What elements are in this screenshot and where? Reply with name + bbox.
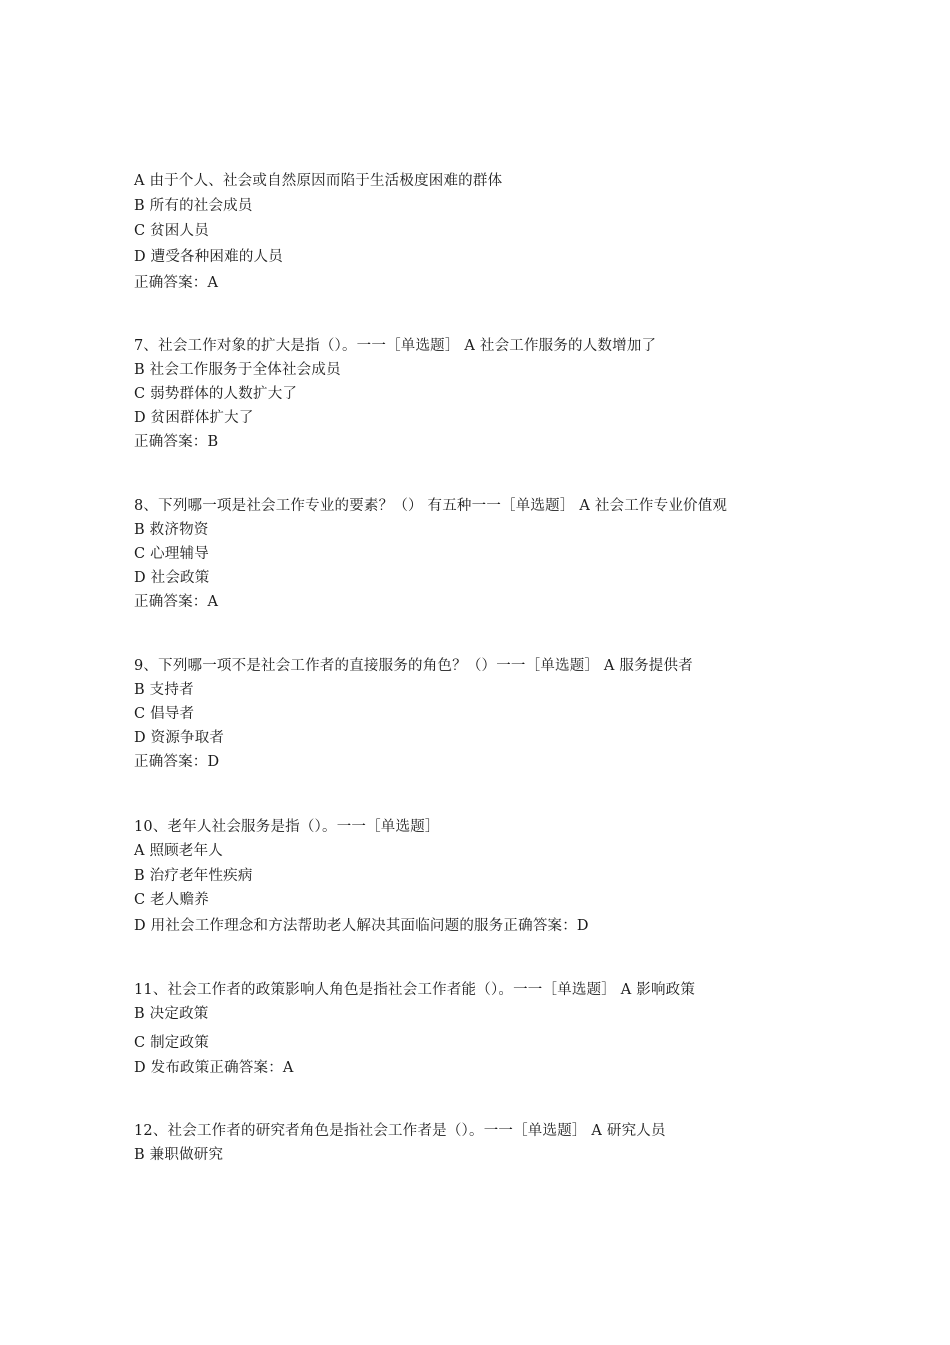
option-line: B 支持者 (134, 682, 194, 698)
option-line: C 心理辅导 (134, 546, 209, 562)
option-line: B 治疗老年性疾病 (134, 868, 253, 884)
option-line: C 贫困人员 (134, 223, 209, 239)
option-line: A 照顾老年人 (134, 843, 223, 859)
question-line: 12、社会工作者的研究者角色是指社会工作者是（）。一一［单选题］ A 研究人员 (134, 1123, 666, 1139)
option-line: D 贫困群体扩大了 (134, 410, 254, 426)
option-line: B 救济物资 (134, 522, 209, 538)
option-line: D 发布政策正确答案：A (134, 1060, 294, 1076)
question-line: 8、下列哪一项是社会工作专业的要素？（） 有五种一一［单选题］ A 社会工作专业价值观 (134, 498, 728, 514)
option-line: D 资源争取者 (134, 730, 225, 746)
question-line: 9、下列哪一项不是社会工作者的直接服务的角色？（）一一［单选题］ A 服务提供者 (134, 658, 693, 674)
option-line: B 兼职做研究 (134, 1147, 224, 1163)
question-line: 7、社会工作对象的扩大是指（）。一一［单选题］ A 社会工作服务的人数增加了 (134, 338, 657, 354)
answer-line: 正确答案：A (134, 594, 219, 610)
option-line: C 老人赡养 (134, 892, 209, 908)
question-line: 11、社会工作者的政策影响人角色是指社会工作者能（）。一一［单选题］ A 影响政策 (134, 982, 696, 998)
option-line: D 社会政策 (134, 570, 210, 586)
question-line: 10、老年人社会服务是指（）。一一［单选题］ (134, 819, 440, 835)
option-line: B 决定政策 (134, 1006, 209, 1022)
option-line: B 所有的社会成员 (134, 198, 253, 214)
option-line: D 遭受各种困难的人员 (134, 249, 283, 265)
answer-line: 正确答案：D (134, 754, 220, 770)
option-line: C 制定政策 (134, 1035, 209, 1051)
option-line: C 弱势群体的人数扩大了 (134, 386, 298, 402)
answer-line: 正确答案：B (134, 434, 219, 450)
option-line: C 倡导者 (134, 706, 195, 722)
answer-line: 正确答案：A (134, 275, 219, 291)
option-line: B 社会工作服务于全体社会成员 (134, 362, 341, 378)
option-line: A 由于个人、社会或自然原因而陷于生活极度困难的群体 (134, 173, 503, 189)
option-line: D 用社会工作理念和方法帮助老人解决其面临问题的服务正确答案：D (134, 918, 589, 934)
